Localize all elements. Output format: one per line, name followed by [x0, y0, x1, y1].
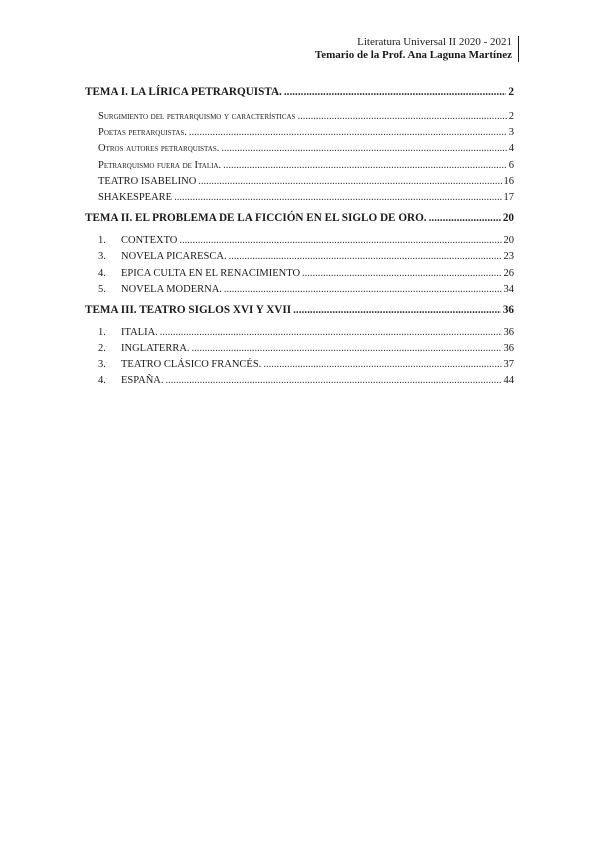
toc-tema-1[interactable]	[85, 84, 514, 100]
toc-leader	[224, 282, 502, 298]
toc-tema-3-title: TEMA III. TEATRO SIGLOS XVI Y XVII	[85, 303, 292, 316]
header-course: Literatura Universal II 2020 - 2021	[357, 36, 512, 48]
toc-item-page: 6	[508, 159, 514, 171]
toc-tema-2-page: 20	[502, 212, 514, 225]
toc-item-title: Otros autores petrarquistas.	[98, 143, 220, 155]
toc-tema-1-page: 2	[508, 86, 514, 98]
toc-item-page: 2	[508, 111, 514, 122]
toc-tema-3[interactable]	[85, 302, 514, 318]
toc-item-page: 20	[503, 235, 514, 247]
toc-item-title: TEATRO CLÁSICO FRANCÉS.	[121, 359, 262, 371]
table-of-contents	[85, 84, 514, 390]
toc-leader	[174, 190, 501, 206]
toc-item-page: 17	[503, 191, 514, 203]
toc-tema-2[interactable]	[85, 210, 514, 226]
toc-item-page: 16	[503, 175, 514, 187]
toc-leader	[263, 357, 501, 373]
toc-item-title: Poetas petrarquistas.	[98, 127, 187, 139]
toc-tema-1-title: TEMA I. LA LÍRICA PETRARQUISTA.	[85, 86, 282, 98]
toc-leader	[429, 210, 501, 226]
toc-leader	[293, 302, 501, 318]
toc-item-page: 37	[503, 359, 514, 371]
toc-leader	[284, 84, 507, 100]
toc-item-number: 3.	[98, 251, 106, 263]
toc-item-page: 36	[503, 343, 514, 355]
toc-item-title: SHAKESPEARE	[98, 191, 173, 203]
toc-tema-2-title: TEMA II. EL PROBLEMA DE LA FICCIÓN EN EL SIGLO DE ORO.	[85, 212, 427, 225]
toc-item-page: 36	[503, 326, 514, 338]
toc-item[interactable]	[85, 373, 514, 389]
toc-leader	[198, 174, 501, 190]
toc-item-number: 5.	[98, 283, 106, 295]
toc-leader	[189, 125, 507, 141]
toc-item-title: NOVELA MODERNA.	[121, 283, 222, 295]
toc-item[interactable]	[85, 341, 514, 357]
toc-item-title: ESPAÑA.	[121, 375, 164, 387]
toc-leader	[297, 109, 506, 125]
toc-item[interactable]	[85, 125, 514, 141]
toc-item-page: 4	[508, 143, 514, 155]
toc-item-title: INGLATERRA.	[121, 343, 190, 355]
toc-item[interactable]	[85, 174, 514, 190]
toc-item-number: 4.	[98, 375, 106, 387]
toc-item[interactable]	[85, 190, 514, 206]
toc-item-page: 34	[503, 283, 514, 295]
toc-item-title: ITALIA.	[121, 326, 158, 338]
toc-item-page: 23	[503, 251, 514, 263]
toc-item-title: Petrarquismo fuera de Italia.	[98, 159, 222, 171]
toc-item-page: 26	[503, 267, 514, 279]
toc-tema-3-page: 36	[502, 303, 514, 316]
toc-item[interactable]	[85, 357, 514, 373]
toc-item-title: NOVELA PICARESCA.	[121, 251, 227, 263]
toc-item-title: CONTEXTO	[121, 235, 178, 247]
header-teacher: Temario de la Prof. Ana Laguna Martínez	[314, 49, 512, 61]
toc-leader	[160, 325, 502, 341]
toc-leader	[166, 373, 502, 389]
toc-item-title: TEATRO ISABELINO	[98, 175, 197, 187]
toc-item[interactable]	[85, 325, 514, 341]
toc-item-page: 44	[503, 375, 514, 387]
toc-leader	[223, 158, 507, 174]
toc-item-number: 4.	[98, 267, 106, 279]
toc-item-number: 2.	[98, 343, 106, 355]
toc-item-page: 3	[508, 127, 514, 139]
toc-item[interactable]	[85, 158, 514, 174]
toc-item-number: 1.	[98, 326, 106, 338]
toc-item-title: EPICA CULTA EN EL RENACIMIENTO	[121, 267, 301, 279]
toc-item[interactable]	[85, 266, 514, 282]
toc-item[interactable]	[85, 249, 514, 265]
toc-item[interactable]	[85, 233, 514, 249]
toc-item[interactable]	[85, 141, 514, 157]
toc-leader	[192, 341, 502, 357]
toc-item[interactable]	[85, 282, 514, 298]
page-header	[315, 36, 519, 62]
toc-leader	[221, 141, 506, 157]
toc-leader	[179, 233, 501, 249]
toc-leader	[229, 249, 502, 265]
toc-item[interactable]	[85, 109, 514, 125]
toc-item-title: Surgimiento del petrarquismo y características	[98, 111, 296, 122]
toc-leader	[302, 266, 501, 282]
toc-item-number: 3.	[98, 359, 106, 371]
toc-item-number: 1.	[98, 235, 106, 247]
